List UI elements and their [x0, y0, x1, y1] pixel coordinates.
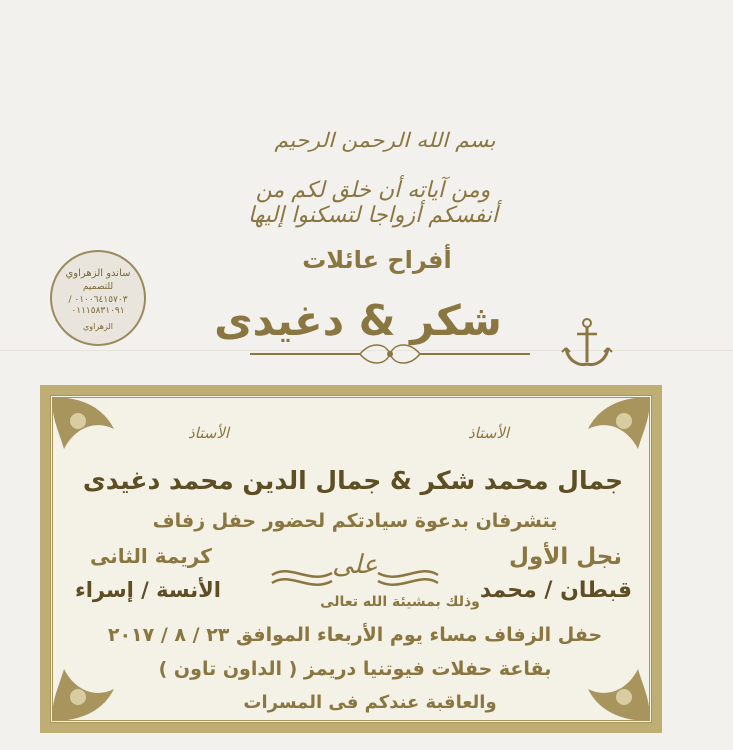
corner-ornament-bottom-left — [44, 633, 140, 729]
groom-label: نجل الأول — [508, 544, 622, 570]
printer-stamp — [50, 250, 146, 346]
bride-name: الأنسة / إسراء — [75, 578, 221, 602]
stamp-subtitle: للتصميم — [82, 282, 114, 292]
quran-verse: ومن آياته أن خلق لكم من أنفسكم أزواجا لتسكنوا إليها — [247, 178, 499, 228]
stamp-phones: ٠١٠٠٦٤١٥٧٠٣ / ٠١١١٥٨٣١٠٩١ — [68, 295, 128, 316]
families-names: شكر & دغيدى — [214, 296, 502, 345]
stamp-brand: الزهراوي — [82, 322, 114, 331]
corner-ornament-bottom-right — [562, 633, 658, 729]
groom-name: قبطان / محمد — [479, 578, 632, 603]
fathers-names: جمال محمد شكر & جمال الدين محمد دغيدى — [82, 466, 624, 495]
invitation-line: يتشرفان بدعوة سيادتكم لحضور حفل زفاف — [152, 510, 558, 532]
blessing-line: وذلك بمشيئة الله تعالى — [320, 594, 480, 610]
closing-line: والعاقبة عندكم فى المسرات — [243, 692, 497, 713]
anchor-icon — [558, 314, 616, 372]
center-ornament — [270, 535, 440, 597]
wedding-venue: بقاعة حفلات فيوتنيا دريمز ( الداون تاون ) — [158, 658, 552, 680]
wedding-date: حفل الزفاف مساء يوم الأربعاء الموافق ٢٣ / ٨ / ٢٠١٧ — [107, 624, 603, 646]
stamp-name: ساندو الزهراوي — [65, 268, 131, 279]
families-title: أفراح عائلات — [302, 246, 452, 274]
title-mr-right: الأستاذ — [468, 424, 510, 442]
basmala-text: بسم الله الرحمن الرحيم — [274, 128, 496, 152]
ornament-divider — [240, 340, 540, 368]
center-glyph: على — [332, 550, 378, 580]
title-mr-left: الأستاذ — [188, 424, 230, 442]
bride-label: كريمة الثانى — [90, 544, 212, 568]
